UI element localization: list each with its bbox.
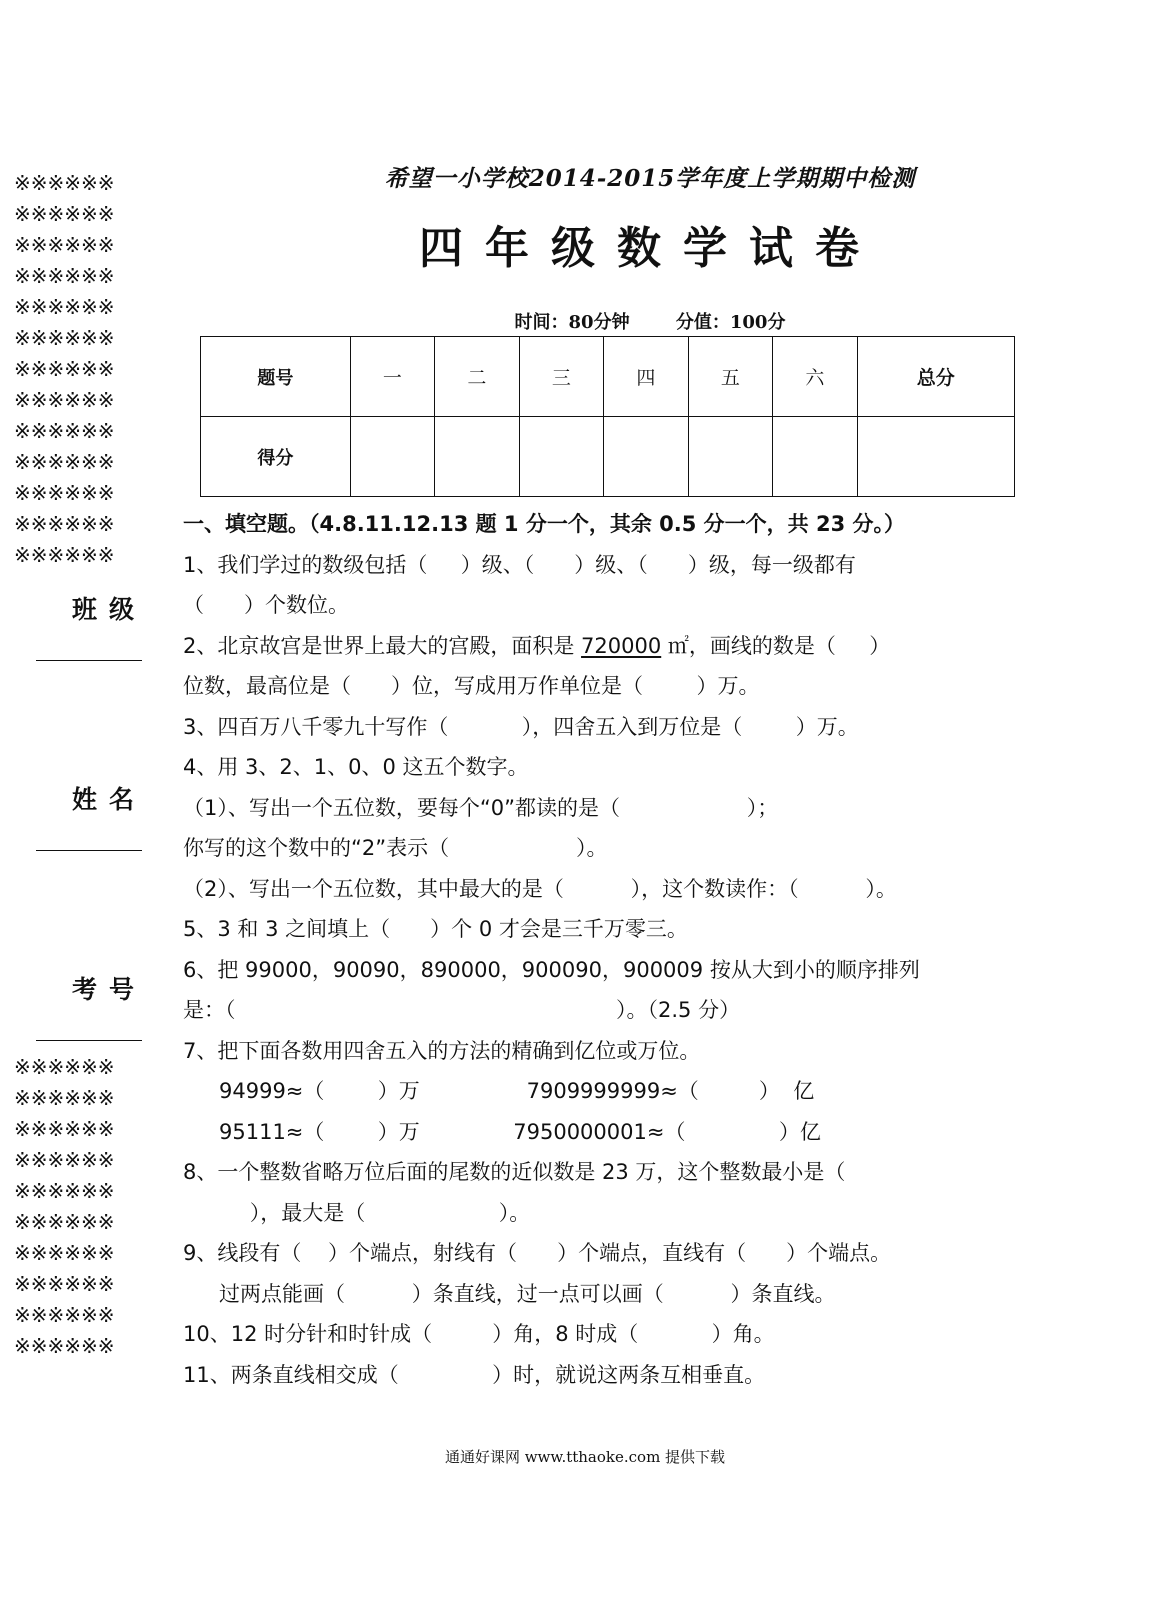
score-cell[interactable] — [435, 417, 519, 497]
class-field[interactable] — [36, 590, 146, 661]
star-row: ※※※※※※ — [14, 481, 115, 505]
question-line: （ ）个数位。 — [183, 593, 350, 617]
class-label: 班级 — [71, 595, 146, 624]
school-line: 希望一小学校2014-2015学年度上学期期中检测 — [384, 165, 916, 192]
name-line[interactable] — [36, 850, 142, 851]
exam-number-field[interactable] — [36, 970, 146, 1041]
footer-credit: 通通好课网 www.tthaoke.com 提供下载 — [444, 1448, 726, 1466]
star-row: ※※※※※※ — [14, 450, 115, 474]
column-header: 二 — [435, 337, 519, 417]
question-line: 9、线段有（ ）个端点，射线有（ ）个端点，直线有（ ）个端点。 — [183, 1241, 892, 1265]
column-header: 四 — [604, 337, 688, 417]
section-heading: 一、填空题。（4.8.11.12.13 题 1 分一个，其余 0.5 分一个，共 23 分。） — [183, 512, 906, 536]
question-line: 1、我们学过的数级包括（ ）级、（ ）级、（ ）级，每一级都有 — [183, 552, 856, 577]
star-row: ※※※※※※ — [14, 1334, 115, 1358]
exam-title: 四年级数学试卷 — [419, 223, 881, 274]
column-header: 六 — [773, 337, 857, 417]
star-row: ※※※※※※ — [14, 295, 115, 319]
star-row: ※※※※※※ — [14, 202, 115, 226]
exam-meta — [150, 308, 1150, 334]
star-row: ※※※※※※ — [14, 1055, 115, 1079]
star-row: ※※※※※※ — [14, 1241, 115, 1265]
margin-stars-bottom — [14, 1052, 150, 1362]
exam-time: 时间：80分钟 — [514, 312, 630, 333]
star-row: ※※※※※※ — [14, 1148, 115, 1172]
score-cell[interactable] — [857, 417, 1014, 497]
question-line: （2）、写出一个五位数，其中最大的是（ ），这个数读作：（ ）。 — [183, 876, 897, 901]
score-cell[interactable] — [604, 417, 688, 497]
q2-tail: ㎡，画线的数是（ ） — [661, 633, 891, 658]
question-line: 4、用 3、2、1、0、0 这五个数字。 — [183, 755, 529, 779]
star-row: ※※※※※※ — [14, 419, 115, 443]
question-line: 是：（ ）。（2.5 分） — [183, 998, 741, 1022]
section-fill-in-blank — [183, 504, 1003, 1395]
star-row: ※※※※※※ — [14, 1303, 115, 1327]
star-row: ※※※※※※ — [14, 171, 115, 195]
star-row: ※※※※※※ — [14, 1210, 115, 1234]
question-line: 10、12 时分针和时针成（ ）角，8 时成（ ）角。 — [183, 1322, 775, 1346]
score-cell[interactable] — [519, 417, 603, 497]
column-header: 五 — [688, 337, 772, 417]
score-table-header-row — [201, 337, 1015, 417]
star-row: ※※※※※※ — [14, 326, 115, 350]
star-row: ※※※※※※ — [14, 388, 115, 412]
margin-stars-top — [14, 168, 150, 571]
exam-number-label: 考号 — [71, 975, 146, 1004]
score-table-score-row — [201, 417, 1015, 497]
exam-number-line[interactable] — [36, 1040, 142, 1041]
star-row: ※※※※※※ — [14, 543, 115, 567]
q2-text: 2、北京故宫是世界上最大的宫殿，面积是 — [183, 633, 582, 658]
star-row: ※※※※※※ — [14, 1179, 115, 1203]
question-line: 7、把下面各数用四舍五入的方法的精确到亿位或万位。 — [183, 1038, 701, 1063]
star-row: ※※※※※※ — [14, 233, 115, 257]
column-header: 一 — [350, 337, 434, 417]
star-row: ※※※※※※ — [14, 1086, 115, 1110]
star-row: ※※※※※※ — [14, 1272, 115, 1296]
column-header: 三 — [519, 337, 603, 417]
question-line-q2 — [183, 626, 1003, 667]
column-header-total: 总分 — [857, 337, 1014, 417]
star-row: ※※※※※※ — [14, 264, 115, 288]
exam-score-total: 分值：100分 — [675, 312, 786, 333]
score-table — [200, 336, 1015, 497]
question-line: 94999≈（ ）万 7909999999≈（ ） 亿 — [219, 1079, 815, 1103]
score-cell[interactable] — [350, 417, 434, 497]
star-row: ※※※※※※ — [14, 1117, 115, 1141]
name-field[interactable] — [36, 780, 146, 851]
question-line: 你写的这个数中的“2”表示（ ）。 — [183, 836, 608, 860]
question-line: ），最大是（ ）。 — [183, 1200, 531, 1225]
name-label: 姓名 — [71, 785, 146, 814]
question-line: 位数，最高位是（ ）位，写成用万作单位是（ ）万。 — [183, 674, 760, 698]
question-line: 6、把 99000，90090，890000，900090，900009 按从大到小的顺序排列 — [183, 957, 920, 982]
score-cell[interactable] — [688, 417, 772, 497]
question-line: 11、两条直线相交成（ ）时，就说这两条互相垂直。 — [183, 1362, 766, 1387]
question-line: 5、3 和 3 之间填上（ ）个 0 才会是三千万零三。 — [183, 917, 688, 941]
question-line: 8、一个整数省略万位后面的尾数的近似数是 23 万，这个整数最小是（ — [183, 1160, 846, 1184]
star-row: ※※※※※※ — [14, 357, 115, 381]
class-line[interactable] — [36, 660, 142, 661]
question-line: （1）、写出一个五位数，要每个“0”都读的是（ ）； — [183, 795, 779, 820]
star-row: ※※※※※※ — [14, 512, 115, 536]
question-line: 3、四百万八千零九十写作（ ），四舍五入到万位是（ ）万。 — [183, 714, 859, 739]
q2-underlined-number: 720000 — [581, 633, 662, 658]
score-cell[interactable] — [773, 417, 857, 497]
question-number-label: 题号 — [201, 337, 351, 417]
score-label: 得分 — [201, 417, 351, 497]
question-line: 95111≈（ ）万 7950000001≈（ ）亿 — [219, 1119, 821, 1144]
question-line: 过两点能画（ ）条直线，过一点可以画（ ）条直线。 — [219, 1281, 836, 1306]
